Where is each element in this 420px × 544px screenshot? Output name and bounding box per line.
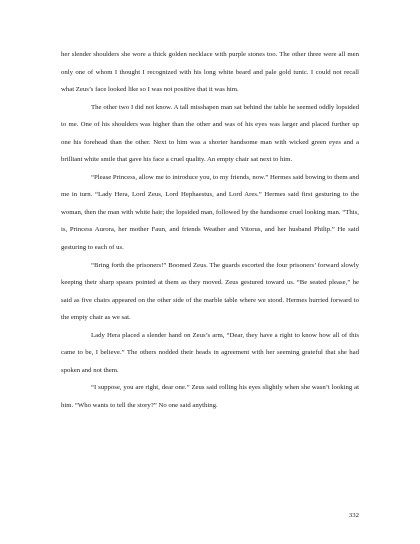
paragraph-4: “Bring forth the prisoners!” Boomed Zeus. The guards escorted the four prisoners’ forward slowly keeping their sharp spears pointed at them as they moved. Zeus gestured toward us. “Be seated please,” he said as five chairs appeared on the other side of the marble table where we stood. Hermes hurried forward to the empty chair as we sat. <box>61 261 359 322</box>
paragraph-3: “Please Princess, allow me to introduce you, to my friends, now.” Hermes said bowing to them and me in turn. “Lady Hera, Lord Zeus, Lord Hephaestus, and Lord Ares.” Hermes said first gesturing to the woman, then the man with white hair; the lopsided man, followed by the handsome cruel looking man. “This, is, Princess Aurora, her mother Faun, and friends Weather and Vitorus, and her husband Philip.” He said gesturing to each of us. <box>61 173 360 252</box>
paragraph-5: Lady Hera placed a slender hand on Zeus’s arm, “Dear, they have a right to know how all of this came to be, I believe.” The others nodded their heads in agreement with her seeming grateful that she had spoken and not them. <box>61 331 359 374</box>
paragraph-1: her slender shoulders she wore a thick golden necklace with purple stones too. The other three were all men only one of whom I thought I recognized with his long white beard and pale gold tunic. I could not recall what Zeus’s face looked like so I was not positive that it was him. <box>61 51 359 94</box>
body-text <box>61 46 359 414</box>
paragraph-6: “I suppose, you are right, dear one.” Zeus said rolling his eyes slightly when she wasn’t looking at him. “Who wants to tell the story?” No one said anything. <box>61 384 359 409</box>
page-number: 332 <box>348 512 359 519</box>
paragraph-2: The other two I did not know. A tall misshapen man sat behind the table he seemed oddly lopsided to me. One of his shoulders was higher than the other and was of his eyes was larger and placed further up one his forehead than the other. Next to him was a shorter handsome man with wicked green eyes and a brilliant white smile that gave his face a cruel quality. An empty chair sat next to him. <box>61 103 359 164</box>
